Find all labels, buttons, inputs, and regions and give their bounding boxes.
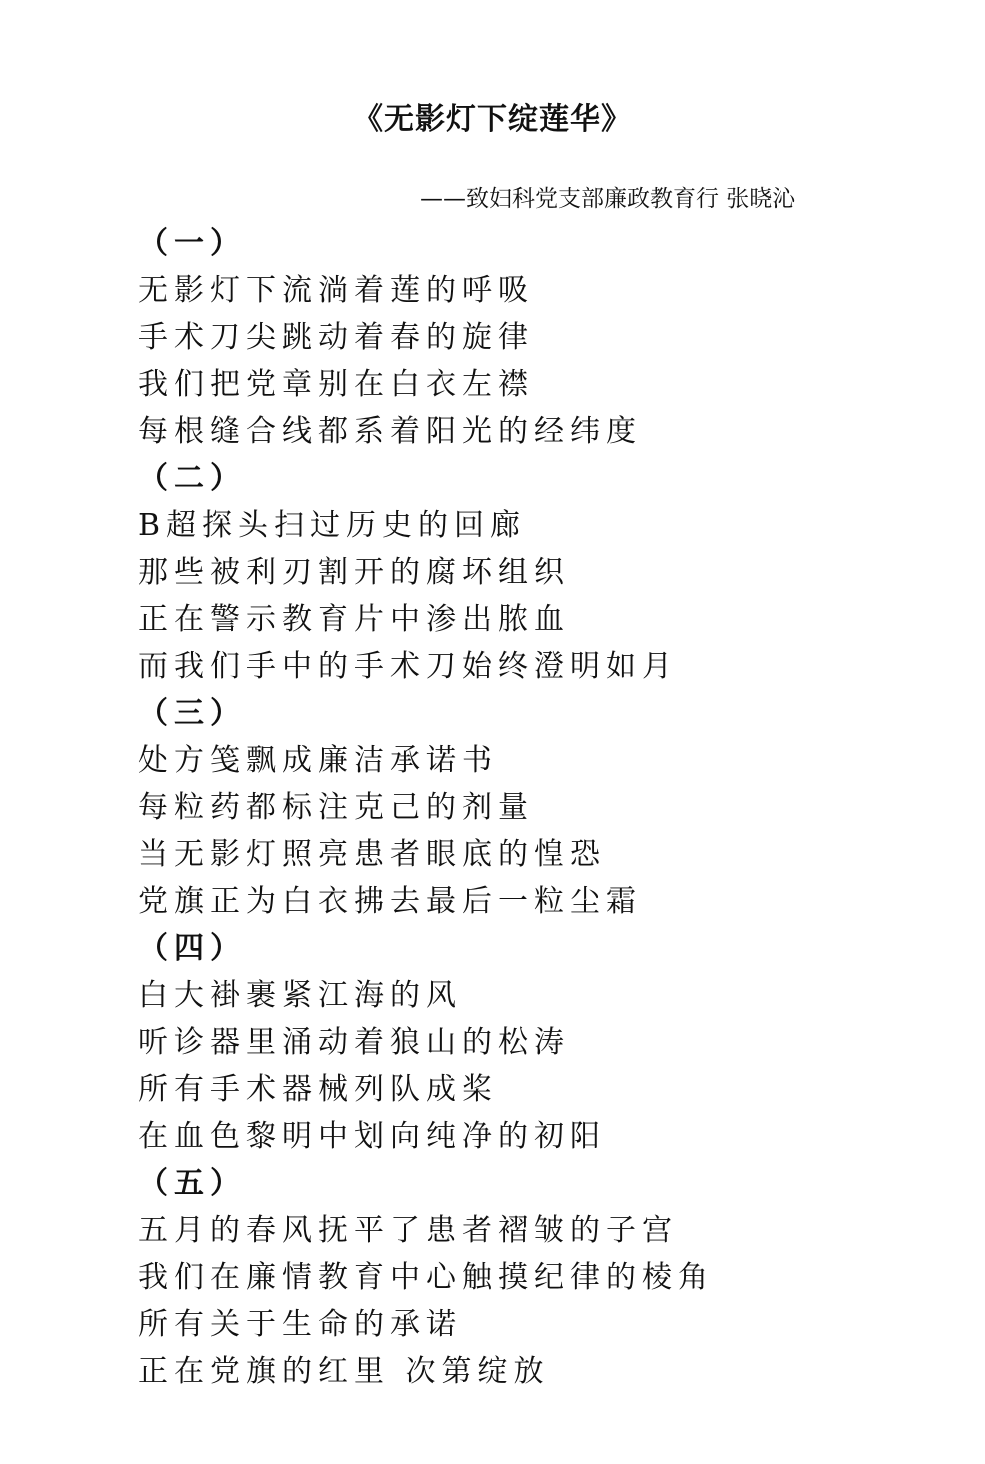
poem-line: 处方笺飘成廉洁承诺书 xyxy=(138,743,498,778)
poem-line: 无影灯下流淌着莲的呼吸 xyxy=(138,273,534,308)
poem-line: 每根缝合线都系着阳光的经纬度 xyxy=(138,414,642,449)
section-heading: （二） xyxy=(138,461,246,496)
section-5 xyxy=(138,1160,938,1395)
poem-line: 所有手术器械列队成桨 xyxy=(138,1072,498,1107)
poem-line: 正在党旗的红里 次第绽放 xyxy=(138,1354,550,1389)
poem-line: 正在警示教育片中渗出脓血 xyxy=(138,602,570,637)
poem-line: 当无影灯照亮患者眼底的惶恐 xyxy=(138,837,606,872)
poem-subtitle: ——致妇科党支部廉政教育行 张晓沁 xyxy=(420,186,796,212)
section-2 xyxy=(138,455,938,690)
poem-line: 在血色黎明中划向纯净的初阳 xyxy=(138,1119,606,1154)
poem-line: 手术刀尖跳动着春的旋律 xyxy=(138,320,534,355)
poem-line: 那些被利刃割开的腐坏组织 xyxy=(138,555,570,590)
poem-line: 白大褂裹紧江海的风 xyxy=(138,978,462,1013)
poem-line: 而我们手中的手术刀始终澄明如月 xyxy=(138,649,678,684)
poem-line: 每粒药都标注克己的剂量 xyxy=(138,790,534,825)
poem-line: 所有关于生命的承诺 xyxy=(138,1307,462,1342)
poem-line: 我们在廉情教育中心触摸纪律的棱角 xyxy=(138,1260,714,1295)
section-1 xyxy=(138,220,938,455)
poem-body xyxy=(138,220,938,1395)
poem-line: B超探头扫过历史的回廊 xyxy=(138,508,527,543)
section-heading: （一） xyxy=(138,226,246,261)
poem-line: 党旗正为白衣拂去最后一粒尘霜 xyxy=(138,884,642,919)
poem-line: 听诊器里涌动着狼山的松涛 xyxy=(138,1025,570,1060)
section-4 xyxy=(138,925,938,1160)
section-heading: （三） xyxy=(138,696,246,731)
section-3 xyxy=(138,690,938,925)
poem-line: 五月的春风抚平了患者褶皱的子宫 xyxy=(138,1213,678,1248)
section-heading: （五） xyxy=(138,1166,246,1201)
poem-title: 《无影灯下绽莲华》 xyxy=(353,102,632,137)
poem-line: 我们把党章别在白衣左襟 xyxy=(138,367,534,402)
section-heading: （四） xyxy=(138,931,246,966)
